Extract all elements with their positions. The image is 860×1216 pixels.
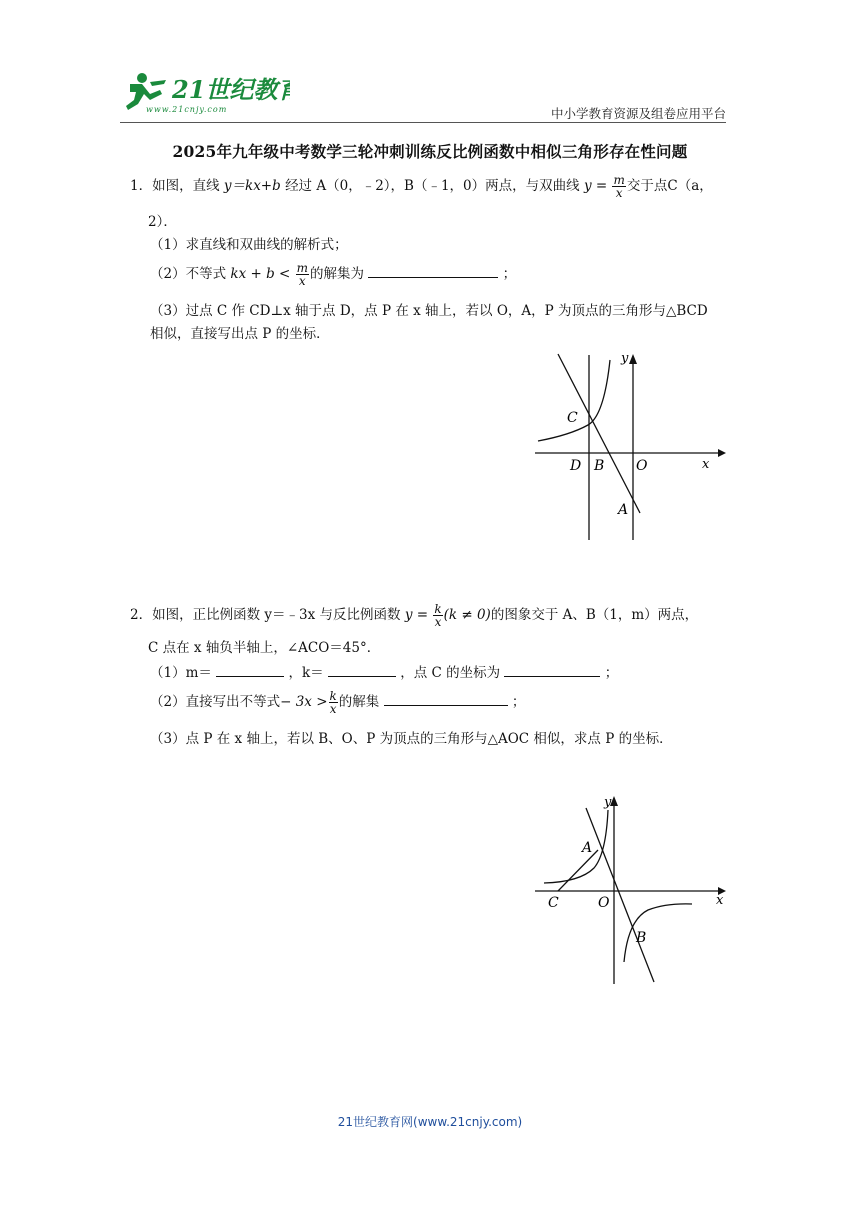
q1-label-B: B (594, 458, 605, 474)
page-header (120, 66, 726, 120)
q2-label-O: O (598, 895, 610, 911)
logo-text: 21世纪教育 (172, 75, 290, 104)
page-footer[interactable]: 21世纪教育网(www.21cnjy.com) (337, 1115, 523, 1129)
q1-label-C: C (567, 410, 578, 426)
q2-label-A: A (582, 840, 593, 856)
header-divider (120, 122, 726, 123)
q1-part2: （2）不等式 kx + b < $\frac{m}{x}$ 的解集为 ； (150, 261, 517, 288)
q2-label-B: B (636, 930, 647, 946)
q2-m-blank[interactable] (216, 665, 284, 677)
q1-figure (530, 350, 730, 545)
q2-part2: （2）直接写出不等式− 3x > $\frac{k}{x}$ 的解集 ； (150, 689, 526, 716)
q1-label-A: A (618, 502, 629, 518)
q1-label-y: y (621, 351, 629, 366)
q1-part3-line2: 相似，直接写出点 P 的坐标． (150, 326, 330, 342)
q1-part1: （1）求直线和双曲线的解析式； (150, 237, 348, 253)
q2-part1: （1）m＝ ，k＝ ，点 C 的坐标为 ； (150, 665, 619, 681)
q1-label-x: x (702, 457, 710, 472)
q1-part3-line1: （3）过点 C 作 CD⊥x 轴于点 D，点 P 在 x 轴上，若以 O，A，P 为顶点的三角形与△BCD (150, 303, 708, 319)
q2-answer-blank[interactable] (384, 694, 508, 706)
q2-k-blank[interactable] (328, 665, 396, 677)
q1-line-ab (558, 354, 640, 513)
q2-part3: （3）点 P 在 x 轴上，若以 B、O、P 为顶点的三角形与△AOC 相似，求点 P 的坐标． (150, 731, 673, 747)
logo-url: www.21cnjy.com (146, 105, 228, 114)
page-title: 2025年九年级中考数学三轮冲刺训练反比例函数中相似三角形存在性问题 (172, 142, 688, 161)
q2-c-blank[interactable] (504, 665, 600, 677)
q1-hyperbola (538, 360, 610, 441)
q1-label-D: D (570, 458, 582, 474)
q2-label-y: y (604, 795, 612, 810)
q2-label-C: C (548, 895, 559, 911)
logo (120, 70, 290, 118)
platform-name: 中小学教育资源及组卷应用平台 (550, 106, 726, 121)
q2-fraction: $\frac{k}{x}$ (434, 602, 442, 629)
q2-line-y-neg3x (586, 808, 654, 982)
q2-line2: C 点在 x 轴负半轴上，∠ACO＝45°． (148, 640, 381, 656)
q1-fraction: $\frac{m}{x}$ (613, 173, 625, 200)
q2-figure (530, 790, 730, 990)
runner-logo-icon (120, 70, 290, 114)
q1-answer-blank[interactable] (368, 266, 498, 278)
q2-label-x: x (716, 893, 724, 908)
q2-line1: 2．如图，正比例函数 y＝﹣3x 与反比例函数 y = $\frac{k}{x}$ (k ≠ 0)的图象交于 A、B（1，m）两点， (130, 602, 699, 629)
q1-line2: 2）． (148, 214, 177, 230)
q1-line1: 1．如图，直线 y＝kx+b 经过 A（0，﹣2），B（﹣1，0）两点，与双曲线 y = $\frac{m}{x}$ 交于点C（a， (130, 173, 713, 200)
q1-label-O: O (636, 458, 648, 474)
